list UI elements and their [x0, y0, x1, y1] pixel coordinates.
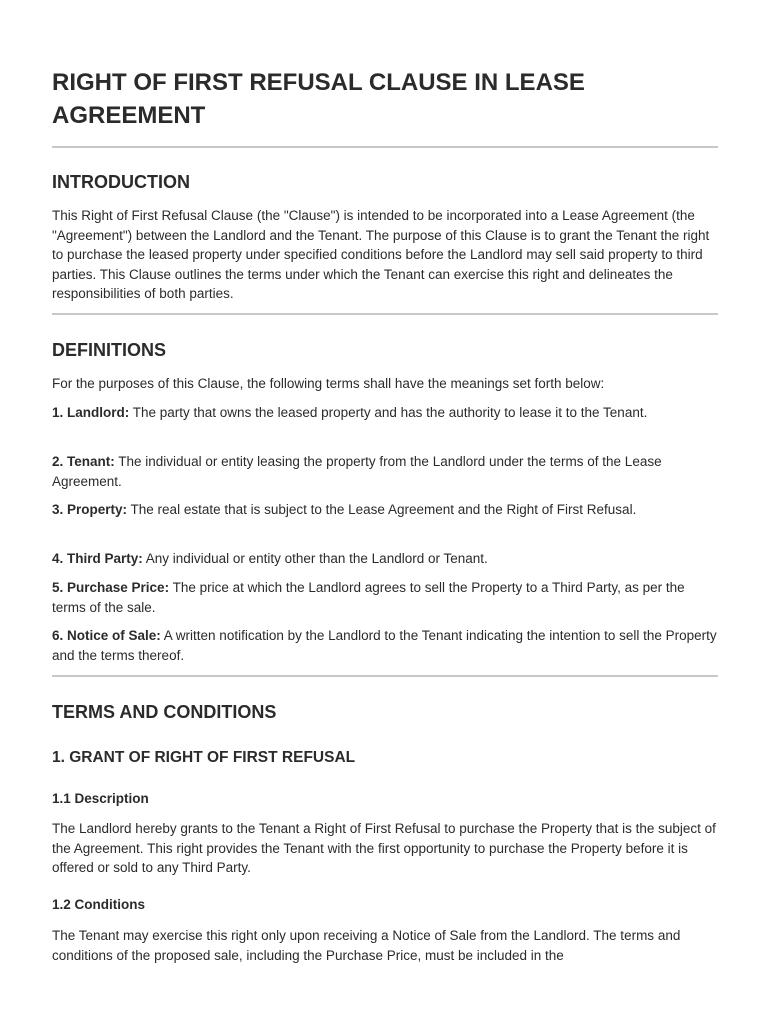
conditions-heading: 1.2 Conditions	[52, 897, 146, 912]
definitions-intro: For the purposes of this Clause, the following terms shall have the meanings set forth below:	[52, 376, 605, 391]
definition-text: The price at which the Landlord agrees to sell the Property to a Third Party, as per the terms of the sale.	[52, 580, 685, 615]
definition-item	[52, 500, 718, 520]
terms-heading: TERMS AND CONDITIONS	[52, 702, 277, 722]
description-heading: 1.1 Description	[52, 791, 149, 806]
definition-text: The party that owns the leased property and has the authority to lease it to the Tenant.	[129, 405, 648, 420]
section-1-heading: 1. GRANT OF RIGHT OF FIRST REFUSAL	[52, 749, 356, 766]
introduction-heading: INTRODUCTION	[52, 172, 190, 192]
document-title: RIGHT OF FIRST REFUSAL CLAUSE IN LEASE AGREEMENT	[52, 69, 585, 129]
divider	[52, 146, 718, 148]
definition-item	[52, 403, 718, 423]
definition-term: 6. Notice of Sale:	[52, 628, 161, 643]
definition-text: The real estate that is subject to the Lease Agreement and the Right of First Refusal.	[127, 502, 637, 517]
definition-term: 5. Purchase Price:	[52, 580, 170, 595]
definition-text: Any individual or entity other than the Landlord or Tenant.	[142, 551, 488, 566]
conditions-body: The Tenant may exercise this right only upon receiving a Notice of Sale from the Landlord. The terms and conditions of the proposed sale, including the Purchase Price, must be included in the	[52, 928, 681, 963]
definition-item	[52, 549, 718, 569]
definition-text: A written notification by the Landlord to the Tenant indicating the intention to sell the Property and the terms thereof.	[52, 628, 717, 663]
introduction-body: This Right of First Refusal Clause (the "Clause") is intended to be incorporated into a Lease Agreement (the "Agreement") between the Landlord and the Tenant. The purpose of this Clause is to grant the Tenant the right to purchase the leased property under specified conditions before the Landlord may sell said property to third parties. This Clause outlines the terms under which the Tenant can exercise this right and delineates the responsibilities of both parties.	[52, 208, 710, 301]
definition-text: The individual or entity leasing the property from the Landlord under the terms of the Lease Agreement.	[52, 454, 662, 489]
definition-term: 1. Landlord:	[52, 405, 130, 420]
definitions-heading: DEFINITIONS	[52, 340, 167, 360]
divider	[52, 313, 718, 315]
definition-term: 3. Property:	[52, 502, 128, 517]
definition-item	[52, 578, 718, 617]
definition-item	[52, 452, 718, 491]
definition-item	[52, 626, 718, 665]
definition-term: 4. Third Party:	[52, 551, 143, 566]
divider	[52, 675, 718, 677]
description-body: The Landlord hereby grants to the Tenant a Right of First Refusal to purchase the Property that is the subject of the Agreement. This right provides the Tenant with the first opportunity to purchase the Property before it is offered or sold to any Third Party.	[52, 821, 716, 875]
definition-term: 2. Tenant:	[52, 454, 115, 469]
